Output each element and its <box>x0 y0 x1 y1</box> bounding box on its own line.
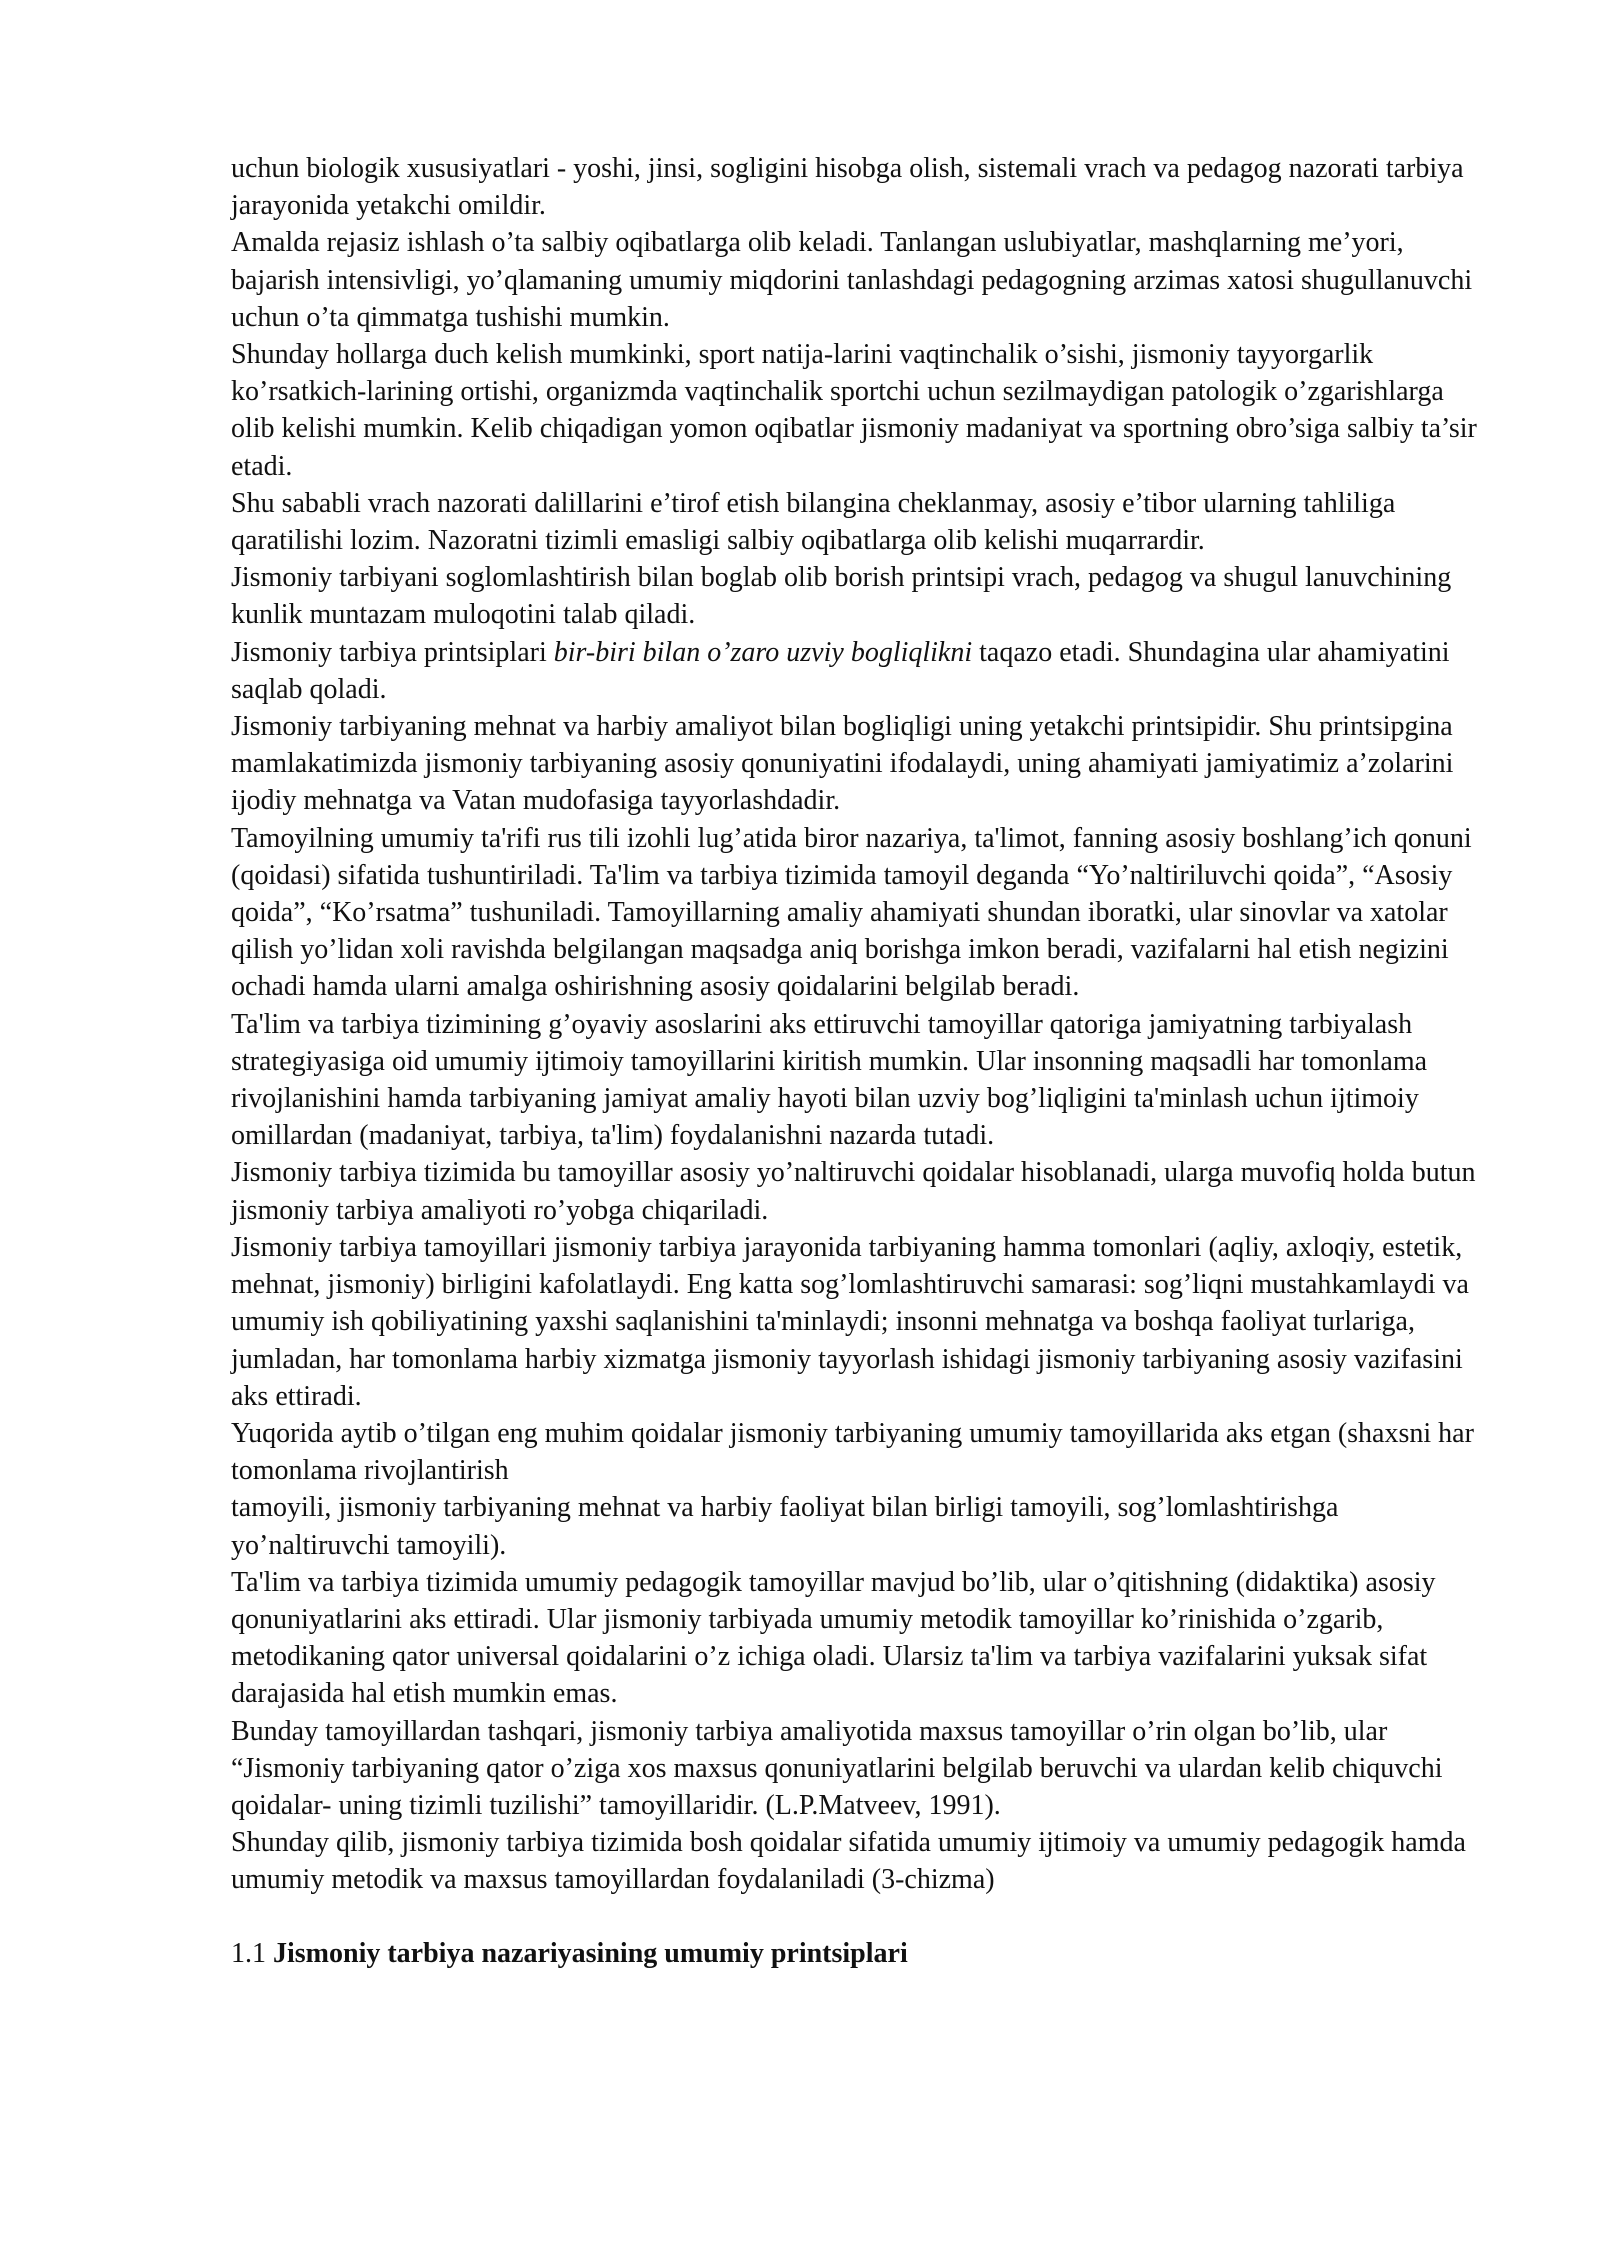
paragraph-4: Shu sababli vrach nazorati dalillarini e’tirof etish bilangina cheklanmay, asosiy e’tibor ularning tahliliga qaratilishi lozim. Nazoratni tizimli emasligi salbiy oqibatlarga olib kelishi muqarrardir. <box>231 487 1396 557</box>
paragraph-11: Jismoniy tarbiya tamoyillari jismoniy tarbiya jarayonida tarbiyaning hamma tomonlari (aqliy, axloqiy, estetik, mehnat, jismoniy) birligini kafolatlaydi. Eng katta sog’lomlashtiruvchi samarasi: sog’liqni mustahkamlaydi va umumiy ish qobiliyatining yaxshi saqlanishini ta'minlaydi; insonni mehnatga va boshqa faoliyat turlariga, jumladan, har tomonlama harbiy xizmatga jismoniy tayyorlash ishidagi jismoniy tarbiyaning asosiy vazifasini aks ettiradi. <box>231 1231 1469 1412</box>
paragraph-15: Bunday tamoyillardan tashqari, jismoniy tarbiya amaliyotida maxsus tamoyillar o’rin olgan bo’lib, ular “Jismoniy tarbiyaning qator o’ziga xos maxsus qonuniyatlarini belgilab beruvchi va ulardan kelib chiquvchi qoidalar- uning tizimli tuzilishi” tamoyillaridir. (L.P.Matveev, 1991). <box>231 1715 1443 1821</box>
paragraph-10: Jismoniy tarbiya tizimida bu tamoyillar asosiy yo’naltiruvchi qoidalar hisoblanadi, ularga muvofiq holda butun jismoniy tarbiya amaliyoti ro’yobga chiqariladi. <box>231 1157 1476 1226</box>
paragraph-1: uchun biologik xususiyatlari - yoshi, jinsi, sogligini hisobga olish, sistemali vrach va pedagog nazorati tarbiya jarayonida yetakchi omildir. <box>231 153 1464 222</box>
paragraph-12: Yuqorida aytib o’tilgan eng muhim qoidalar jismoniy tarbiyaning umumiy tamoyillarida aks etgan (shaxsni har tomonlama rivojlantirish <box>231 1417 1474 1487</box>
paragraph-6-after: taqazo etadi. Shundagina ular ahamiyatini saqlab qoladi. <box>231 636 1450 705</box>
paragraph-3: Shunday hollarga duch kelish mumkinki, sport natija-larini vaqtinchalik o’sishi, jismoniy tayyorgarlik ko’rsatkich-larining ortishi, organizmda vaqtinchalik sportchi uchun sezilmaydigan patologik o’zgarishlarga olib kelishi mumkin. Kelib chiqadigan yomon oqibatlar jismoniy madaniyat va sportning obro’siga salbiy ta’sir etadi. <box>231 339 1477 482</box>
paragraph-5: Jismoniy tarbiyani soglomlashtirish bilan boglab olib borish printsipi vrach, pedagog va shugul lanuvchining kunlik muntazam muloqotini talab qiladi. <box>231 562 1452 631</box>
paragraph-6-before: Jismoniy tarbiya printsiplari <box>231 636 554 668</box>
paragraph-16: Shunday qilib, jismoniy tarbiya tizimida bosh qoidalar sifatida umumiy ijtimoiy va umumiy pedagogik hamda umumiy metodik va maxsus tamoyillardan foydalaniladi (3-chizma) <box>231 1827 1466 1896</box>
document-body <box>231 150 1491 1972</box>
paragraph-2: Amalda rejasiz ishlash o’ta salbiy oqibatlarga olib keladi. Tanlangan uslubiyatlar, mashqlarning me’yori, bajarish intensivligi, yo’qlamaning umumiy miqdorini tanlashdagi pedagogning arzimas xatosi shugullanuvchi uchun o’ta qimmatga tushishi mumkin. <box>231 227 1473 333</box>
paragraph-14: Ta'lim va tarbiya tizimida umumiy pedagogik tamoyillar mavjud bo’lib, ular o’qitishning (didaktika) asosiy qonuniyatlarini aks ettiradi. Ular jismoniy tarbiyada umumiy metodik tamoyillar ko’rinishida o’zgarib, metodikaning qator universal qoidalarini o’z ichiga oladi. Ularsiz ta'lim va tarbiya vazifalarini yuksak sifat darajasida hal etish mumkin emas. <box>231 1566 1436 1710</box>
paragraph-13: tamoyili, jismoniy tarbiyaning mehnat va harbiy faoliyat bilan birligi tamoyili, sog’lomlashtirishga yo’naltiruvchi tamoyili). <box>231 1492 1339 1561</box>
section-title: Jismoniy tarbiya nazariyasining umumiy printsiplari <box>273 1937 908 1969</box>
paragraph-8: Tamoyilning umumiy ta'rifi rus tili izohli lug’atida biror nazariya, ta'limot, fanning asosiy boshlang’ich qonuni (qoidasi) sifatida tushuntiriladi. Ta'lim va tarbiya tizimida tamoyil deganda “Yo’naltiriluvchi qoida”, “Asosiy qoida”, “Ko’rsatma” tushuniladi. Tamoyillarning amaliy ahamiyati shundan iboratki, ular sinovlar va xatolar qilish yo’lidan xoli ravishda belgilangan maqsadga aniq borishga imkon beradi, vazifalarni hal etish negizini ochadi hamda ularni amalga oshirishning asosiy qoidalarini belgilab beradi. <box>231 822 1472 1003</box>
paragraph-6 <box>231 634 1491 708</box>
section-heading <box>231 1935 1491 1972</box>
paragraph-7: Jismoniy tarbiyaning mehnat va harbiy amaliyot bilan bogliqligi uning yetakchi printsipidir. Shu printsipgina mamlakatimizda jismoniy tarbiyaning asosiy qonuniyatini ifodalaydi, uning ahamiyati jamiyatimiz a’zolarini ijodiy mehnatga va Vatan mudofasiga tayyorlashdadir. <box>231 711 1454 817</box>
paragraph-9: Ta'lim va tarbiya tizimining g’oyaviy asoslarini aks ettiruvchi tamoyillar qatoriga jamiyatning tarbiyalash strategiyasiga oid umumiy ijtimoiy tamoyillarini kiritish mumkin. Ular insonning maqsadli har tomonlama rivojlanishini hamda tarbiyaning jamiyat amaliy hayoti bilan uzviy bog’liqligini ta'minlash uchun ijtimoiy omillardan (madaniyat, tarbiya, ta'lim) foydalanishni nazarda tutadi. <box>231 1008 1428 1152</box>
section-number: 1.1 <box>231 1937 266 1969</box>
paragraph-6-italic: bir-biri bilan o’zaro uzviy bogliqlikni <box>553 636 973 668</box>
